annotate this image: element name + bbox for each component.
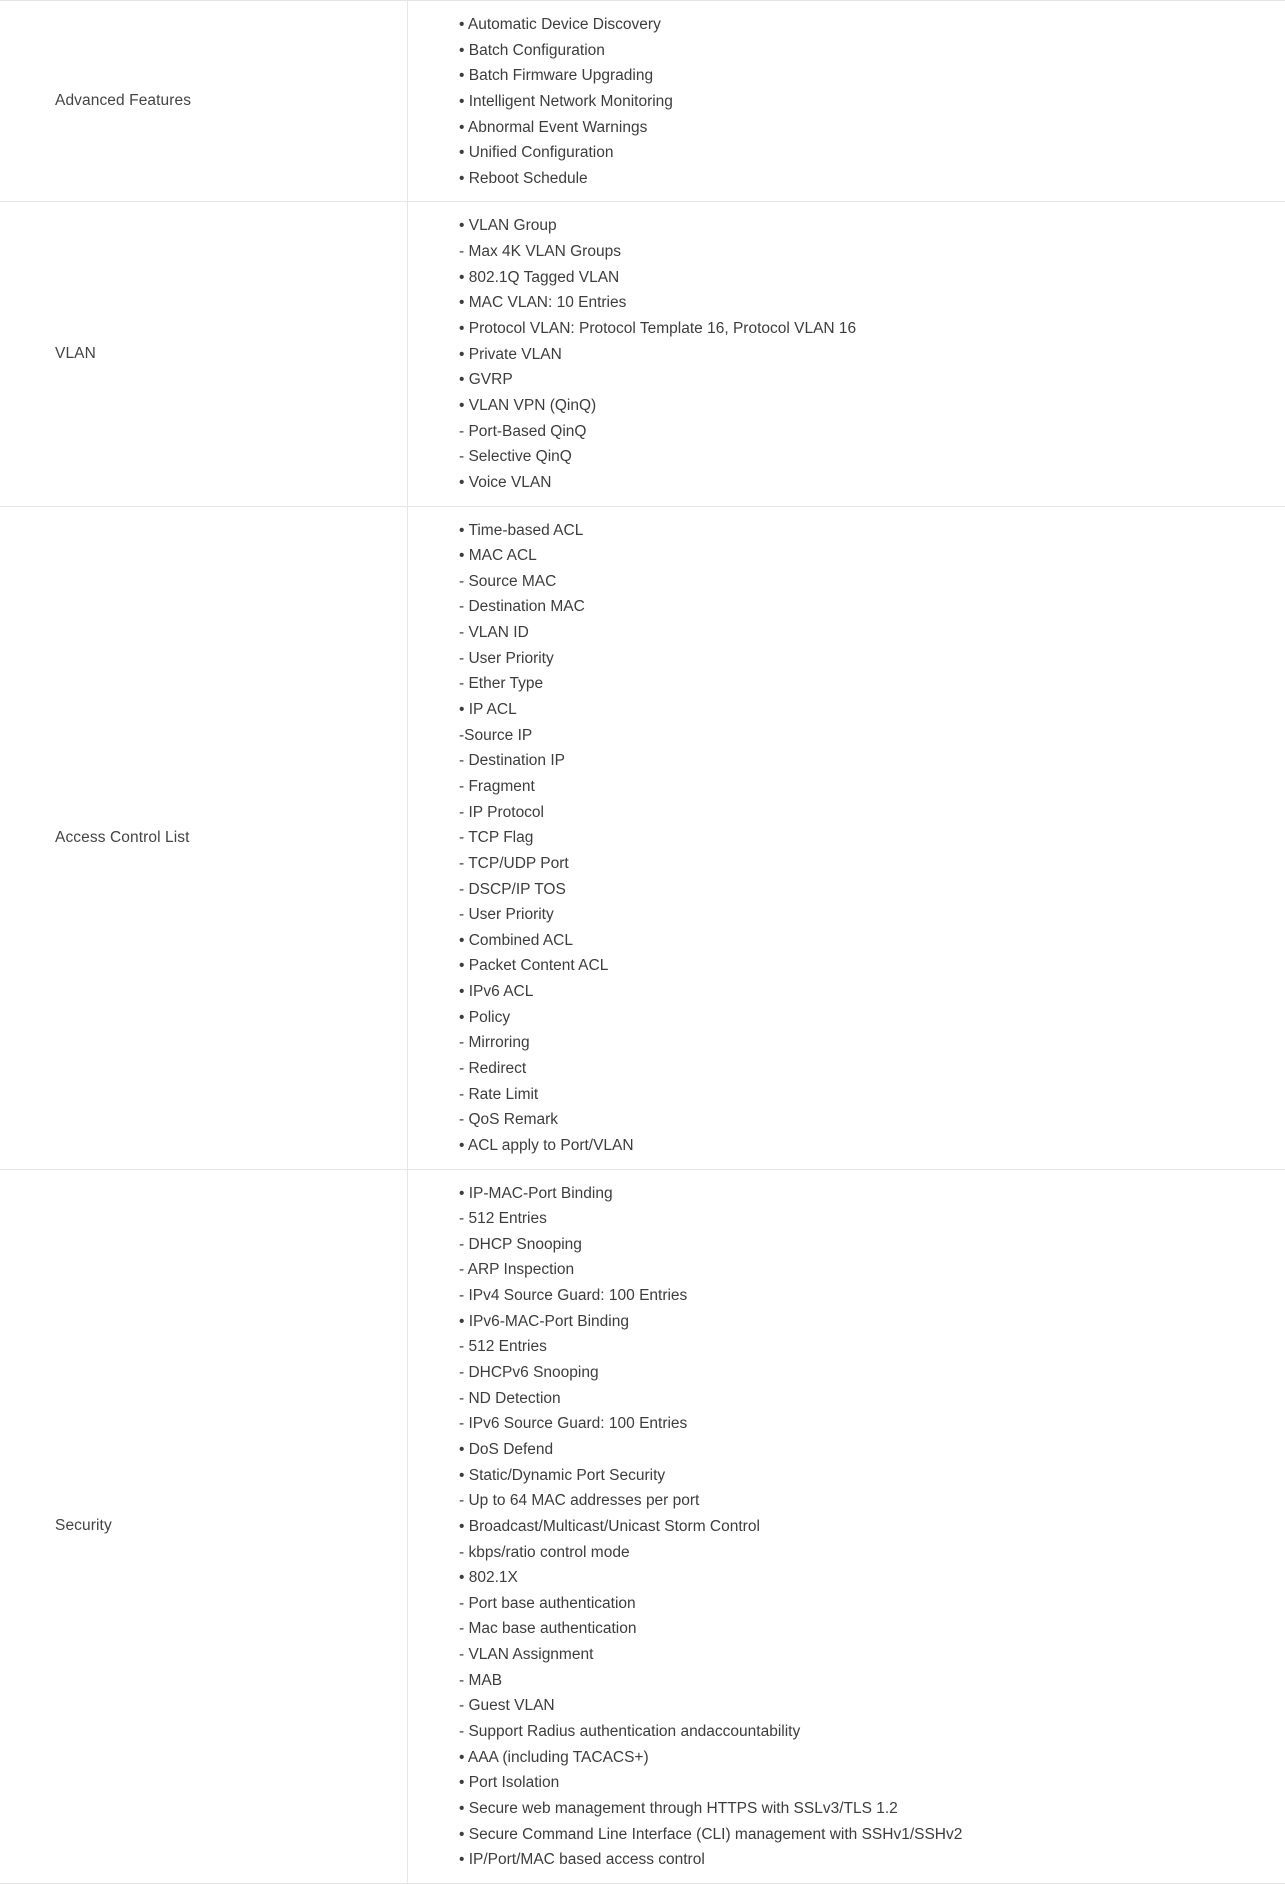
spec-label-cell	[0, 202, 408, 505]
spec-list-item: - VLAN Assignment	[459, 1646, 594, 1664]
spec-list-item: -Source IP	[459, 726, 533, 744]
spec-list-item: • Intelligent Network Monitoring	[459, 92, 673, 110]
spec-list-item: • Packet Content ACL	[459, 957, 609, 975]
spec-list-item: - TCP Flag	[459, 829, 534, 847]
spec-list-item: - Port base authentication	[459, 1594, 636, 1612]
spec-list-item: • IP-MAC-Port Binding	[459, 1184, 613, 1202]
spec-list-item: • Secure Command Line Interface (CLI) management with SSHv1/SSHv2	[459, 1825, 963, 1843]
spec-list-item: • Static/Dynamic Port Security	[459, 1466, 666, 1484]
spec-list-item: - Support Radius authentication andaccountability	[459, 1723, 801, 1740]
spec-list-item: • Reboot Schedule	[459, 169, 588, 187]
spec-list-item: - DSCP/IP TOS	[459, 880, 566, 898]
spec-list-item: - Selective QinQ	[459, 448, 572, 466]
spec-list-item: - Mirroring	[459, 1034, 530, 1052]
spec-list-item: - User Priority	[459, 906, 554, 924]
spec-list-item: • DoS Defend	[459, 1440, 554, 1458]
spec-value-cell	[408, 1181, 1285, 1873]
spec-list-item: • MAC ACL	[459, 547, 537, 565]
spec-row-vlan	[0, 202, 1285, 506]
spec-list-item: • Protocol VLAN: Protocol Template 16, Protocol VLAN 16	[459, 320, 857, 338]
spec-list-item: - Redirect	[459, 1059, 527, 1077]
spec-list-item: - Fragment	[459, 777, 535, 795]
spec-value-list	[459, 12, 1285, 191]
spec-list-item: • Private VLAN	[459, 345, 562, 363]
spec-label: Advanced Features	[55, 92, 192, 110]
spec-list-item: - DHCP Snooping	[459, 1235, 582, 1253]
spec-row-security	[0, 1170, 1285, 1884]
spec-label-cell	[0, 1170, 408, 1883]
spec-list-item: • ACL apply to Port/VLAN	[459, 1136, 634, 1154]
spec-value-cell	[408, 12, 1285, 191]
spec-list-item: - Source MAC	[459, 572, 557, 590]
spec-list-item: • Broadcast/Multicast/Unicast Storm Control	[459, 1517, 760, 1535]
spec-value-list	[459, 213, 1285, 495]
spec-list-item: - VLAN ID	[459, 624, 529, 642]
spec-row-access-control-list	[0, 507, 1285, 1170]
spec-list-item: • IPv6 ACL	[459, 983, 534, 1001]
spec-list-item: - Destination IP	[459, 752, 565, 770]
spec-list-item: - Rate Limit	[459, 1085, 539, 1103]
spec-list-item: • Abnormal Event Warnings	[459, 118, 648, 136]
spec-list-item: • Policy	[459, 1008, 511, 1026]
spec-list-item: • Combined ACL	[459, 931, 573, 949]
spec-list-item: - IPv6 Source Guard: 100 Entries	[459, 1415, 688, 1433]
spec-row-advanced-features	[0, 1, 1285, 202]
spec-list-item: - QoS Remark	[459, 1111, 559, 1129]
spec-label-cell	[0, 1, 408, 201]
spec-list-item: • Automatic Device Discovery	[459, 16, 661, 33]
spec-list-item: • VLAN Group	[459, 217, 557, 235]
spec-list-item: • GVRP	[459, 371, 513, 389]
spec-list-item: • AAA (including TACACS+)	[459, 1748, 649, 1766]
spec-list-item: • IP ACL	[459, 701, 517, 719]
spec-label: VLAN	[55, 345, 96, 362]
spec-list-item: • Time-based ACL	[459, 521, 584, 539]
spec-list-item: • Batch Configuration	[459, 41, 605, 59]
spec-list-item: - ND Detection	[459, 1389, 561, 1407]
spec-list-item: - TCP/UDP Port	[459, 854, 569, 872]
spec-list-item: - Up to 64 MAC addresses per port	[459, 1492, 700, 1510]
spec-list-item: • MAC VLAN: 10 Entries	[459, 294, 627, 312]
spec-list-item: - DHCPv6 Snooping	[459, 1364, 599, 1382]
spec-value-list	[459, 1181, 1285, 1873]
spec-list-item: - User Priority	[459, 649, 554, 667]
spec-list-item: - MAB	[459, 1671, 503, 1689]
spec-value-list	[459, 518, 1285, 1159]
spec-list-item: - 512 Entries	[459, 1210, 547, 1228]
spec-list-item: • VLAN VPN (QinQ)	[459, 396, 597, 414]
spec-label: Security	[55, 1517, 112, 1535]
spec-list-item: • IPv6-MAC-Port Binding	[459, 1312, 629, 1330]
spec-list-item: • 802.1X	[459, 1569, 518, 1587]
spec-list-item: - kbps/ratio control mode	[459, 1543, 630, 1561]
spec-list-item: - IPv4 Source Guard: 100 Entries	[459, 1287, 688, 1305]
spec-list-item: - IP Protocol	[459, 803, 545, 821]
spec-value-cell	[408, 213, 1285, 495]
spec-label: Access Control List	[55, 828, 190, 846]
spec-list-item: - Port-Based QinQ	[459, 422, 587, 440]
spec-list-item: • Port Isolation	[459, 1774, 560, 1792]
spec-list-item: • IP/Port/MAC based access control	[459, 1851, 705, 1869]
spec-list-item: - 512 Entries	[459, 1338, 547, 1356]
spec-list-item: • Voice VLAN	[459, 473, 552, 491]
spec-list-item: - ARP Inspection	[459, 1261, 575, 1279]
spec-value-cell	[408, 518, 1285, 1159]
spec-list-item: • Secure web management through HTTPS with SSLv3/TLS 1.2	[459, 1799, 898, 1817]
spec-label-cell	[0, 507, 408, 1169]
spec-list-item: • 802.1Q Tagged VLAN	[459, 268, 620, 286]
spec-list-item: - Destination MAC	[459, 598, 585, 616]
spec-list-item: - Max 4K VLAN Groups	[459, 243, 621, 261]
spec-list-item: - Mac base authentication	[459, 1620, 637, 1638]
spec-list-item: • Unified Configuration	[459, 144, 614, 162]
spec-list-item: - Guest VLAN	[459, 1697, 555, 1715]
spec-list-item: - Ether Type	[459, 675, 544, 693]
spec-list-item: • Batch Firmware Upgrading	[459, 67, 654, 85]
